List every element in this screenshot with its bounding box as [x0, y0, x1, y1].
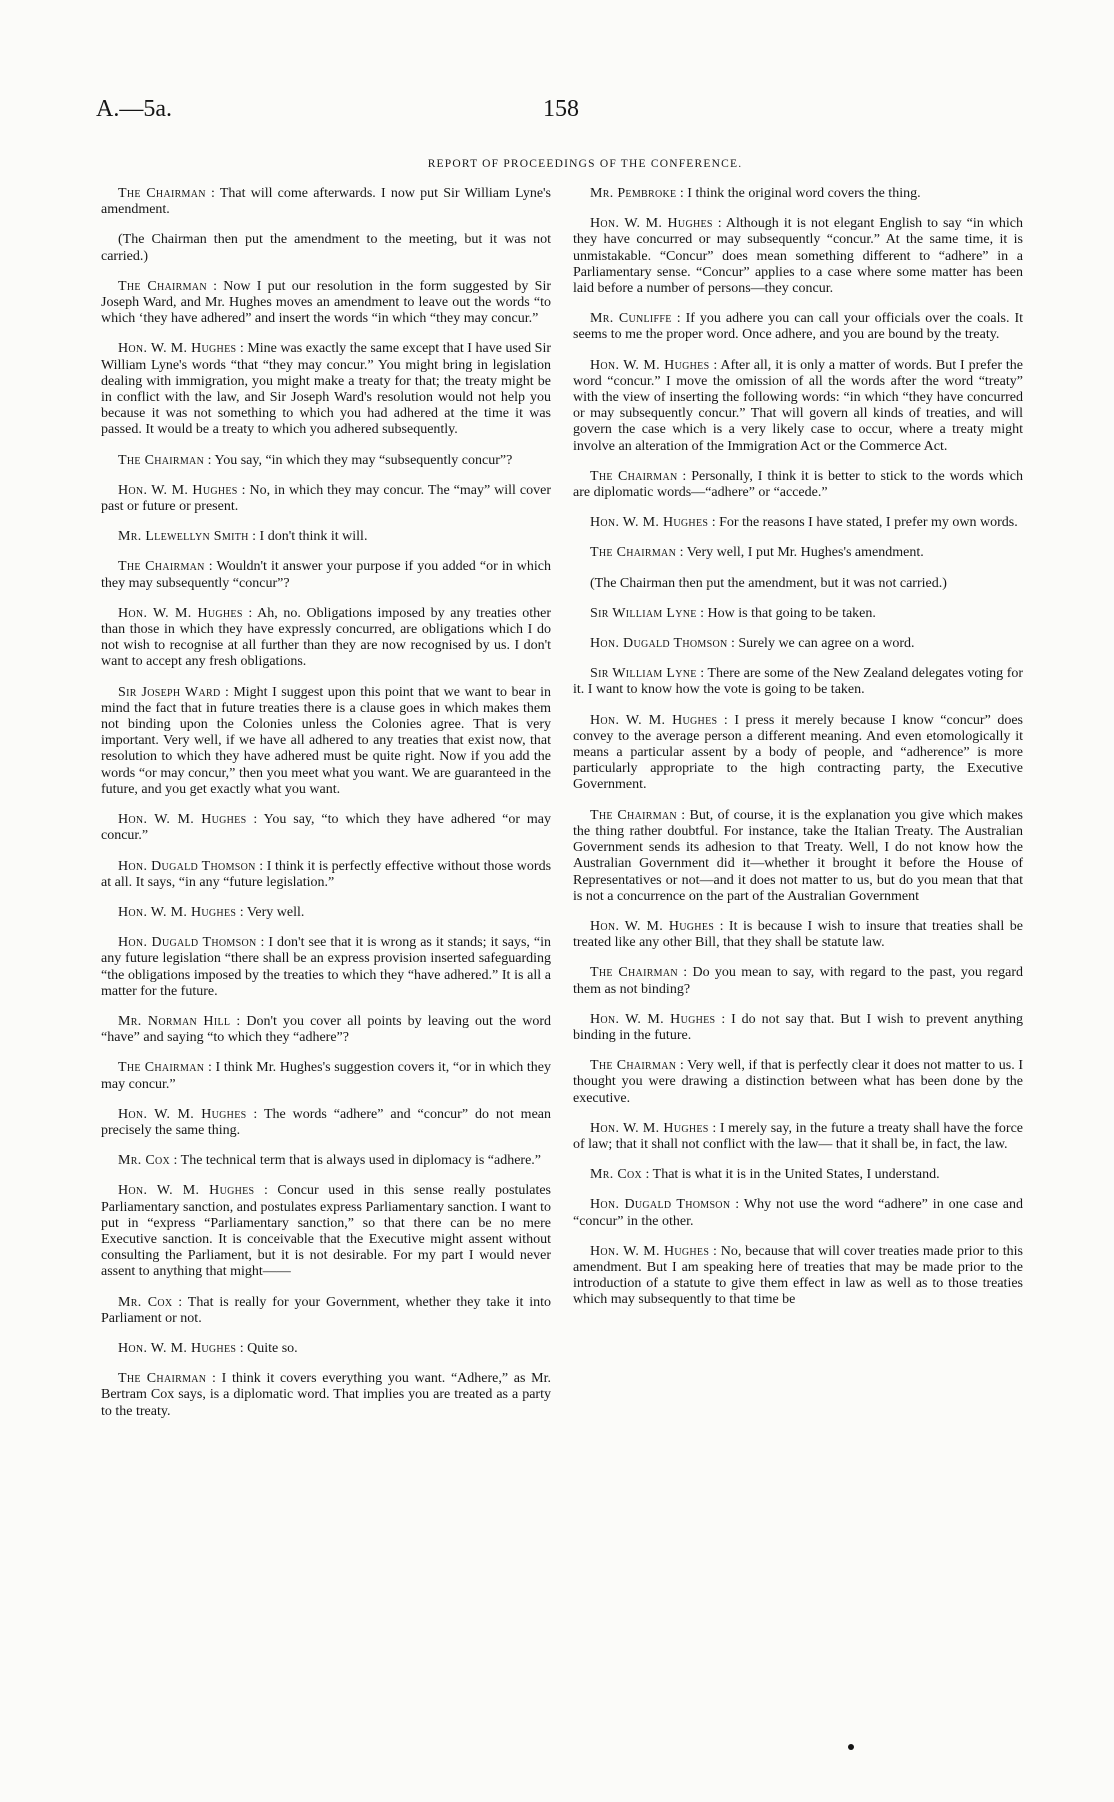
- speech-text: : Surely we can agree on a word.: [731, 636, 915, 652]
- paragraph: [573, 311, 1023, 343]
- speaker-name: Mr. Cox: [118, 1153, 170, 1169]
- speaker-name: Hon. W. M. Hughes: [118, 1183, 255, 1199]
- page-ref: A.—5a.: [96, 96, 172, 122]
- paragraph: [573, 358, 1023, 455]
- speech-text: (The Chairman then put the amendment to the meeting, but it was not carried.): [101, 232, 551, 264]
- speech-text: : No, in which they may concur. The “may” will cover past or future or present.: [101, 482, 551, 515]
- speech-text: : There are some of the New Zealand delegates voting for it. I want to know how the vote is going to be taken.: [573, 666, 1024, 698]
- paragraph: [573, 469, 1023, 501]
- speech-text: : But, of course, it is the explanation you give which makes the thing rather doubtful. For instance, take the Italian Treaty. The Australian Government sends its adhesion to that Treaty. Well, I do not know how the Australian Government did it—whether it brought it before the House of Representatives or not—and it does not matter to us, but do you mean that that is not a concurrence on the part of the Australian Government: [573, 807, 1023, 904]
- speaker-name: The Chairman: [118, 559, 205, 575]
- speech-text: : That is really for your Government, whether they take it into Parliament or not.: [101, 1294, 552, 1326]
- paragraph: [101, 232, 551, 264]
- paragraph: [101, 1107, 551, 1139]
- speaker-name: Mr. Pembroke: [590, 186, 677, 201]
- paragraph: [573, 1058, 1023, 1107]
- speech-text: : That will come afterwards. I now put Sir William Lyne's amendment.: [101, 186, 551, 218]
- paragraph: [101, 905, 551, 921]
- speech-text: : I think it is perfectly effective without those words at all. It says, “in any “future legislation.”: [101, 858, 552, 890]
- speech-text: : You say, “to which they have adhered “or may concur.”: [101, 812, 552, 844]
- paragraph: [573, 1244, 1023, 1309]
- paragraph: [101, 1153, 551, 1169]
- speaker-name: Hon. W. M. Hughes: [590, 918, 715, 934]
- paragraph: [101, 1371, 551, 1420]
- paragraph: [101, 1014, 551, 1046]
- speaker-name: Hon. Dugald Thomson: [590, 1197, 731, 1213]
- speaker-name: The Chairman: [118, 1371, 207, 1387]
- speaker-name: The Chairman: [118, 278, 207, 294]
- speech-text: (The Chairman then put the amendment, but it was not carried.): [590, 575, 947, 591]
- paragraph: [573, 1121, 1023, 1153]
- paragraph: [101, 279, 551, 328]
- speech-text: : I think Mr. Hughes's suggestion covers it, “or in which they may concur.”: [101, 1060, 552, 1092]
- paragraph: [101, 685, 551, 798]
- speaker-name: Hon. Dugald Thomson: [118, 858, 256, 874]
- paragraph: [101, 341, 551, 438]
- paragraph: [101, 935, 551, 1000]
- speech-text: : If you adhere you can call your officials over the coals. It seems to me the proper word. Once adhere, and you are bound by the treaty.: [573, 311, 1024, 343]
- paragraph: [101, 1060, 551, 1092]
- paragraph: [101, 1295, 551, 1327]
- speaker-name: Hon. W. M. Hughes: [590, 1011, 716, 1027]
- speech-text: : I merely say, in the future a treaty shall have the force of law; that it shall not conflict with the law— that it shall be, in fact, the law.: [573, 1120, 1023, 1152]
- paragraph: [101, 559, 551, 591]
- speech-text: : Why not use the word “adhere” in one case and “concur” in the other.: [573, 1197, 1024, 1229]
- speech-text: : Concur used in this sense really postulates Parliamentary sanction, and postulates express Parliamentary sanction. I want to put in “express “Parliamentary sanction,” so that there can be no mere Executive sanction. It is conceivable that the Executive might assent without consulting the Parliament, but it is not desirable. For my part I would never assent to anything that might——: [101, 1183, 551, 1280]
- speaker-name: Hon. W. M. Hughes: [118, 1106, 247, 1122]
- paragraph: [101, 483, 551, 515]
- paragraph: [573, 919, 1023, 951]
- speech-text: : No, because that will cover treaties made prior to this amendment. But I am speaking here of treaties that may be made prior to the introduction of a statute to give them effect in law as well as to those treaties which may subsequently to that time be: [573, 1243, 1023, 1308]
- speaker-name: The Chairman: [118, 452, 205, 468]
- speaker-name: Hon. W. M. Hughes: [590, 216, 713, 232]
- paragraph: [101, 529, 551, 545]
- paragraph: [573, 808, 1023, 905]
- speech-text: : You say, “in which they may “subsequently concur”?: [207, 452, 513, 468]
- speech-text: : Now I put our resolution in the form suggested by Sir Joseph Ward, and Mr. Hughes moves an amendment to leave out the words “to which ‘they have adhered” and insert the words “in which “they may concur.”: [101, 278, 552, 327]
- speaker-name: The Chairman: [590, 545, 677, 561]
- speaker-name: Hon. W. M. Hughes: [118, 482, 238, 498]
- speech-text: : I do not say that. But I wish to prevent anything binding in the future.: [573, 1011, 1024, 1043]
- ink-dot: [848, 1744, 854, 1750]
- paragraph: [101, 859, 551, 891]
- speaker-name: Hon. W. M. Hughes: [118, 904, 237, 920]
- speaker-name: Hon. Dugald Thomson: [118, 935, 257, 951]
- speech-text: : Personally, I think it is better to stick to the words which are diplomatic words—“adhere” or “accede.”: [573, 468, 1023, 501]
- speaker-name: Hon. W. M. Hughes: [590, 1243, 710, 1259]
- speaker-name: Sir William Lyne: [590, 605, 697, 621]
- paragraph: [573, 186, 1023, 202]
- speech-text: : Ah, no. Obligations imposed by any treaties other than those in which they have expressly concurred, are obligations which I do not wish to recognise at all further than they are now recognised by us. I don't want to accept any fresh obligations.: [101, 605, 551, 670]
- paragraph: [101, 1183, 551, 1280]
- speaker-name: Hon. W. M. Hughes: [118, 812, 247, 828]
- speaker-name: Mr. Cox: [118, 1294, 173, 1310]
- speaker-name: Hon. Dugald Thomson: [590, 636, 728, 652]
- paragraph: [573, 965, 1023, 997]
- speaker-name: Hon. W. M. Hughes: [590, 1120, 709, 1136]
- paragraph: [101, 453, 551, 469]
- speech-text: : Quite so.: [239, 1340, 298, 1356]
- speaker-name: Hon. W. M. Hughes: [118, 341, 237, 357]
- paragraph: [573, 1012, 1023, 1044]
- speaker-name: Mr. Norman Hill: [118, 1013, 231, 1029]
- speech-text: : Don't you cover all points by leaving out the word “have” and saying “to which they “adhere”?: [101, 1013, 551, 1046]
- speaker-name: Hon. W. M. Hughes: [590, 357, 710, 373]
- speech-text: : I don't see that it is wrong as it stands; it says, “in any future legislation “there shall be an express provision inserted safeguarding “the obligations imposed by the treaties to which they “have adhered.” It is all a matter for the future.: [101, 935, 552, 999]
- speaker-name: The Chairman: [118, 1060, 205, 1076]
- speaker-name: Hon. W. M. Hughes: [118, 1340, 237, 1356]
- speech-text: : Very well, if that is perfectly clear it does not matter to us. I thought you were drawing a distinction between what has been done by the executive.: [573, 1058, 1024, 1106]
- speech-text: : I think the original word covers the thing.: [679, 186, 921, 201]
- speaker-name: Mr. Cunliffe: [590, 311, 672, 327]
- speaker-name: The Chairman: [118, 186, 206, 201]
- speech-text: : The technical term that is always used in diplomacy is “adhere.”: [173, 1153, 542, 1169]
- speaker-name: Sir William Lyne: [590, 666, 697, 682]
- speaker-name: Sir Joseph Ward: [118, 684, 221, 700]
- speech-text: : How is that going to be taken.: [700, 605, 876, 621]
- paragraph: [573, 636, 1023, 652]
- speech-text: : I press it merely because I know “concur” does convey to the average person a different meaning. And even etomologically it means a particular assent by a body of people, and “adherence” is more particularly appropriate to the high contracting party, the Executive Government.: [573, 712, 1024, 793]
- speech-text: : Mine was exactly the same except that I have used Sir William Lyne's words “that “they may concur.” You might bring in legislation dealing with immigration, you might make a treaty for that; the treaty might be in conflict with the law, and Sir Joseph Ward's resolution would not help you because it was not something to which you had adhered at the time it was passed. It would be a treaty to which you adhered subsequently.: [101, 341, 551, 438]
- paragraph: [573, 606, 1023, 622]
- paragraph: [101, 186, 551, 218]
- right-column: [573, 186, 1023, 1323]
- paragraph: [573, 545, 1023, 561]
- speech-text: : I think it covers everything you want. “Adhere,” as Mr. Bertram Cox says, is a diplomatic word. That implies you are treated as a party to the treaty.: [101, 1371, 551, 1419]
- paragraph: [573, 216, 1023, 297]
- speaker-name: Mr. Llewellyn Smith: [118, 529, 249, 545]
- paragraph: [101, 1341, 551, 1357]
- paragraph: [573, 666, 1023, 698]
- speaker-name: The Chairman: [590, 965, 678, 981]
- speech-text: : Might I suggest upon this point that we want to bear in mind the fact that in future treaties there is a clause goes in which makes them not binding upon the Colonies unless the Colonies agree. That is very important. Very well, if we have all adhered to any treaties that exist now, that resolution to which they have adhered must be quite right. Now if you add the words “or may concur,” then you meet what you want. We are guaranteed in the future, and you get exactly what you want.: [101, 684, 552, 797]
- speech-text: : The words “adhere” and “concur” do not mean precisely the same thing.: [101, 1106, 551, 1138]
- left-column: [101, 186, 551, 1434]
- speech-text: : Although it is not elegant English to say “in which they have concurred or may subsequently “concur.” At the same time, it is unmistakable. “Concur” does mean something different to “adhere” in a Parliamentary sense. “Concur” applies to a case where some matter has been laid before a number of persons—they concur.: [573, 216, 1023, 297]
- speaker-name: The Chairman: [590, 1058, 677, 1074]
- speech-text: : That is what it is in the United States, I understand.: [645, 1167, 940, 1183]
- speech-text: : I don't think it will.: [252, 529, 368, 545]
- speech-text: : Do you mean to say, with regard to the past, you regard them as not binding?: [573, 965, 1023, 997]
- speaker-name: The Chairman: [590, 468, 678, 484]
- speaker-name: The Chairman: [590, 807, 677, 823]
- speech-text: : After all, it is only a matter of words. But I prefer the word “concur.” I move the omission of all the words after the word “treaty” with the view of inserting the following words: “in which “they have concurred or may subsequently concur.” That will govern all kinds of treaties, and will govern the case which is a very likely case to occur, where a treaty might involve an alteration of the Immigration Act or the Commerce Act.: [573, 357, 1023, 454]
- paragraph: [573, 515, 1023, 531]
- speaker-name: Hon. W. M. Hughes: [118, 605, 243, 621]
- paragraph: [573, 713, 1023, 794]
- speech-text: : Wouldn't it answer your purpose if you added “or in which they may subsequently “concur”?: [101, 559, 552, 591]
- speech-text: : Very well, I put Mr. Hughes's amendment.: [679, 545, 924, 561]
- speech-text: : It is because I wish to insure that treaties shall be treated like any other Bill, that they shall be statute law.: [573, 918, 1023, 951]
- page-title: REPORT OF PROCEEDINGS OF THE CONFERENCE.: [427, 158, 743, 170]
- paragraph: [101, 606, 551, 671]
- speech-text: : Very well.: [239, 904, 305, 920]
- speech-text: : For the reasons I have stated, I prefer my own words.: [711, 515, 1018, 531]
- paragraph: [101, 812, 551, 844]
- page-number: 158: [543, 96, 579, 122]
- paragraph: [573, 1167, 1023, 1183]
- speaker-name: Hon. W. M. Hughes: [590, 712, 718, 728]
- speaker-name: Mr. Cox: [590, 1167, 642, 1183]
- speaker-name: Hon. W. M. Hughes: [590, 515, 709, 531]
- paragraph: [573, 1197, 1023, 1229]
- paragraph: [573, 576, 1023, 592]
